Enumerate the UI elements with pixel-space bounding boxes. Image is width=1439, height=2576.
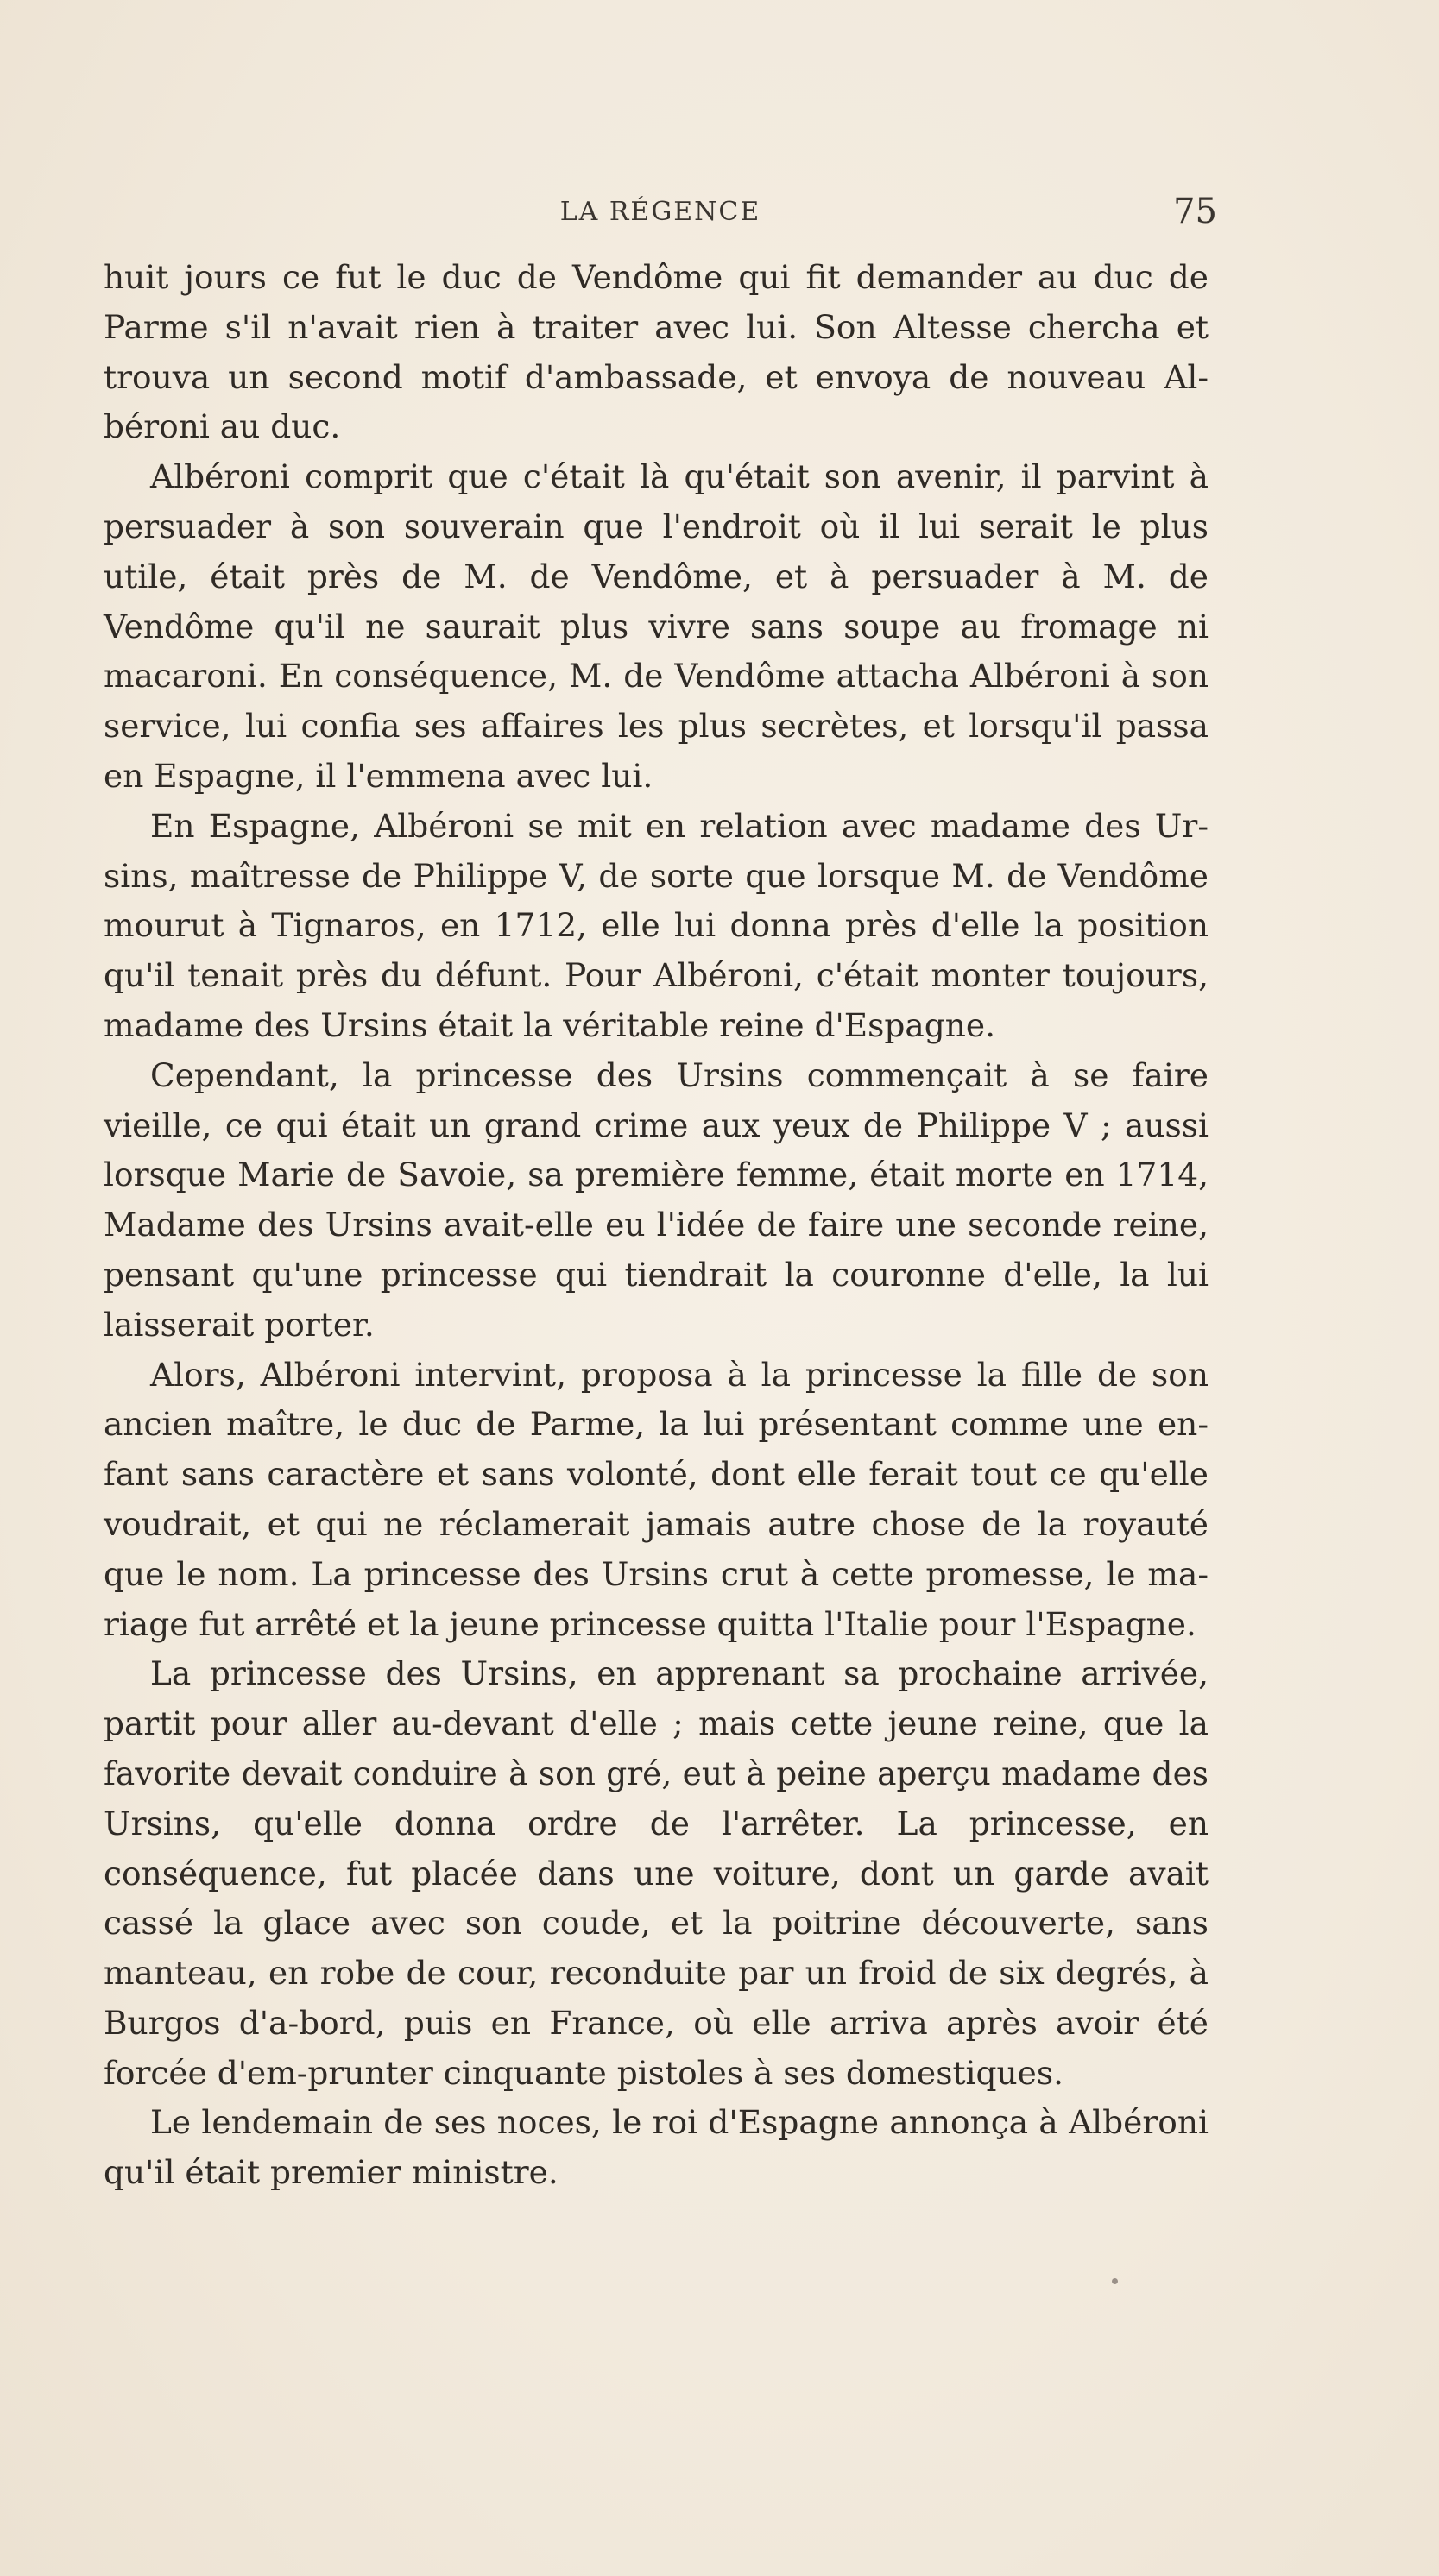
body-text <box>104 253 1209 2198</box>
paragraph: huit jours ce fut le duc de Vendôme qui fit demander au duc de Parme s'il n'avait rien à traiter avec lui. Son Altesse chercha et trouva un second motif d'ambassade, et envoya de nouveau Al-béroni au duc. <box>104 258 1209 446</box>
paragraph: Alors, Albéroni intervint, proposa à la princesse la fille de son ancien maître, le duc de Parme, la lui présentant comme une en-fant sans caractère et sans volonté, dont elle ferait tout ce qu'elle voudrait, et qui ne réclamerait jamais autre chose de la royauté que le nom. La princesse des Ursins crut à cette promesse, le ma-riage fut arrêté et la jeune princesse quitta l'Italie pour l'Espagne. <box>104 1355 1209 1643</box>
paragraph: En Espagne, Albéroni se mit en relation avec madame des Ur-sins, maîtresse de Philippe V, de sorte que lorsque M. de Vendôme mourut à Tignaros, en 1712, elle lui donna près d'elle la position qu'il tenait près du défunt. Pour Albéroni, c'était monter toujours, madame des Ursins était la véritable reine d'Espagne. <box>104 806 1209 1044</box>
paragraph: La princesse des Ursins, en apprenant sa prochaine arrivée, partit pour aller au-devant d'elle ; mais cette jeune reine, que la favorite devait conduire à son gré, eut à peine aperçu madame des Ursins, qu'elle donna ordre de l'arrêter. La princesse, en conséquence, fut placée dans une voiture, dont un garde avait cassé la glace avec son coude, et la poitrine découverte, sans manteau, en robe de cour, reconduite par un froid de six degrés, à Burgos d'a-bord, puis en France, où elle arriva après avoir été forcée d'em-prunter cinquante pistoles à ses domestiques. <box>104 1654 1209 2092</box>
paragraph: Albéroni comprit que c'était là qu'était son avenir, il parvint à persuader à son souverain que l'endroit où il lui serait le plus utile, était près de M. de Vendôme, et à persuader à M. de Vendôme qu'il ne saurait plus vivre sans soupe au fromage ni macaroni. En conséquence, M. de Vendôme attacha Albéroni à son service, lui confia ses affaires les plus secrètes, et lorsqu'il passa en Espagne, il l'emmena avec lui. <box>104 457 1209 795</box>
page-header <box>104 192 1217 235</box>
running-title: LA RÉGENCE <box>559 197 761 227</box>
paragraph: Cependant, la princesse des Ursins commençait à se faire vieille, ce qui était un grand crime aux yeux de Philippe V ; aussi lorsque Marie de Savoie, sa première femme, était morte en 1714, Madame des Ursins avait-elle eu l'idée de faire une seconde reine, pensant qu'une princesse qui tiendrait la couronne d'elle, la lui laisserait porter. <box>104 1055 1209 1344</box>
paragraph: Le lendemain de ses noces, le roi d'Espagne annonça à Albéroni qu'il était premier ministre. <box>104 2103 1209 2192</box>
ink-speck <box>1112 2278 1118 2284</box>
page-number: 75 <box>1173 192 1217 231</box>
